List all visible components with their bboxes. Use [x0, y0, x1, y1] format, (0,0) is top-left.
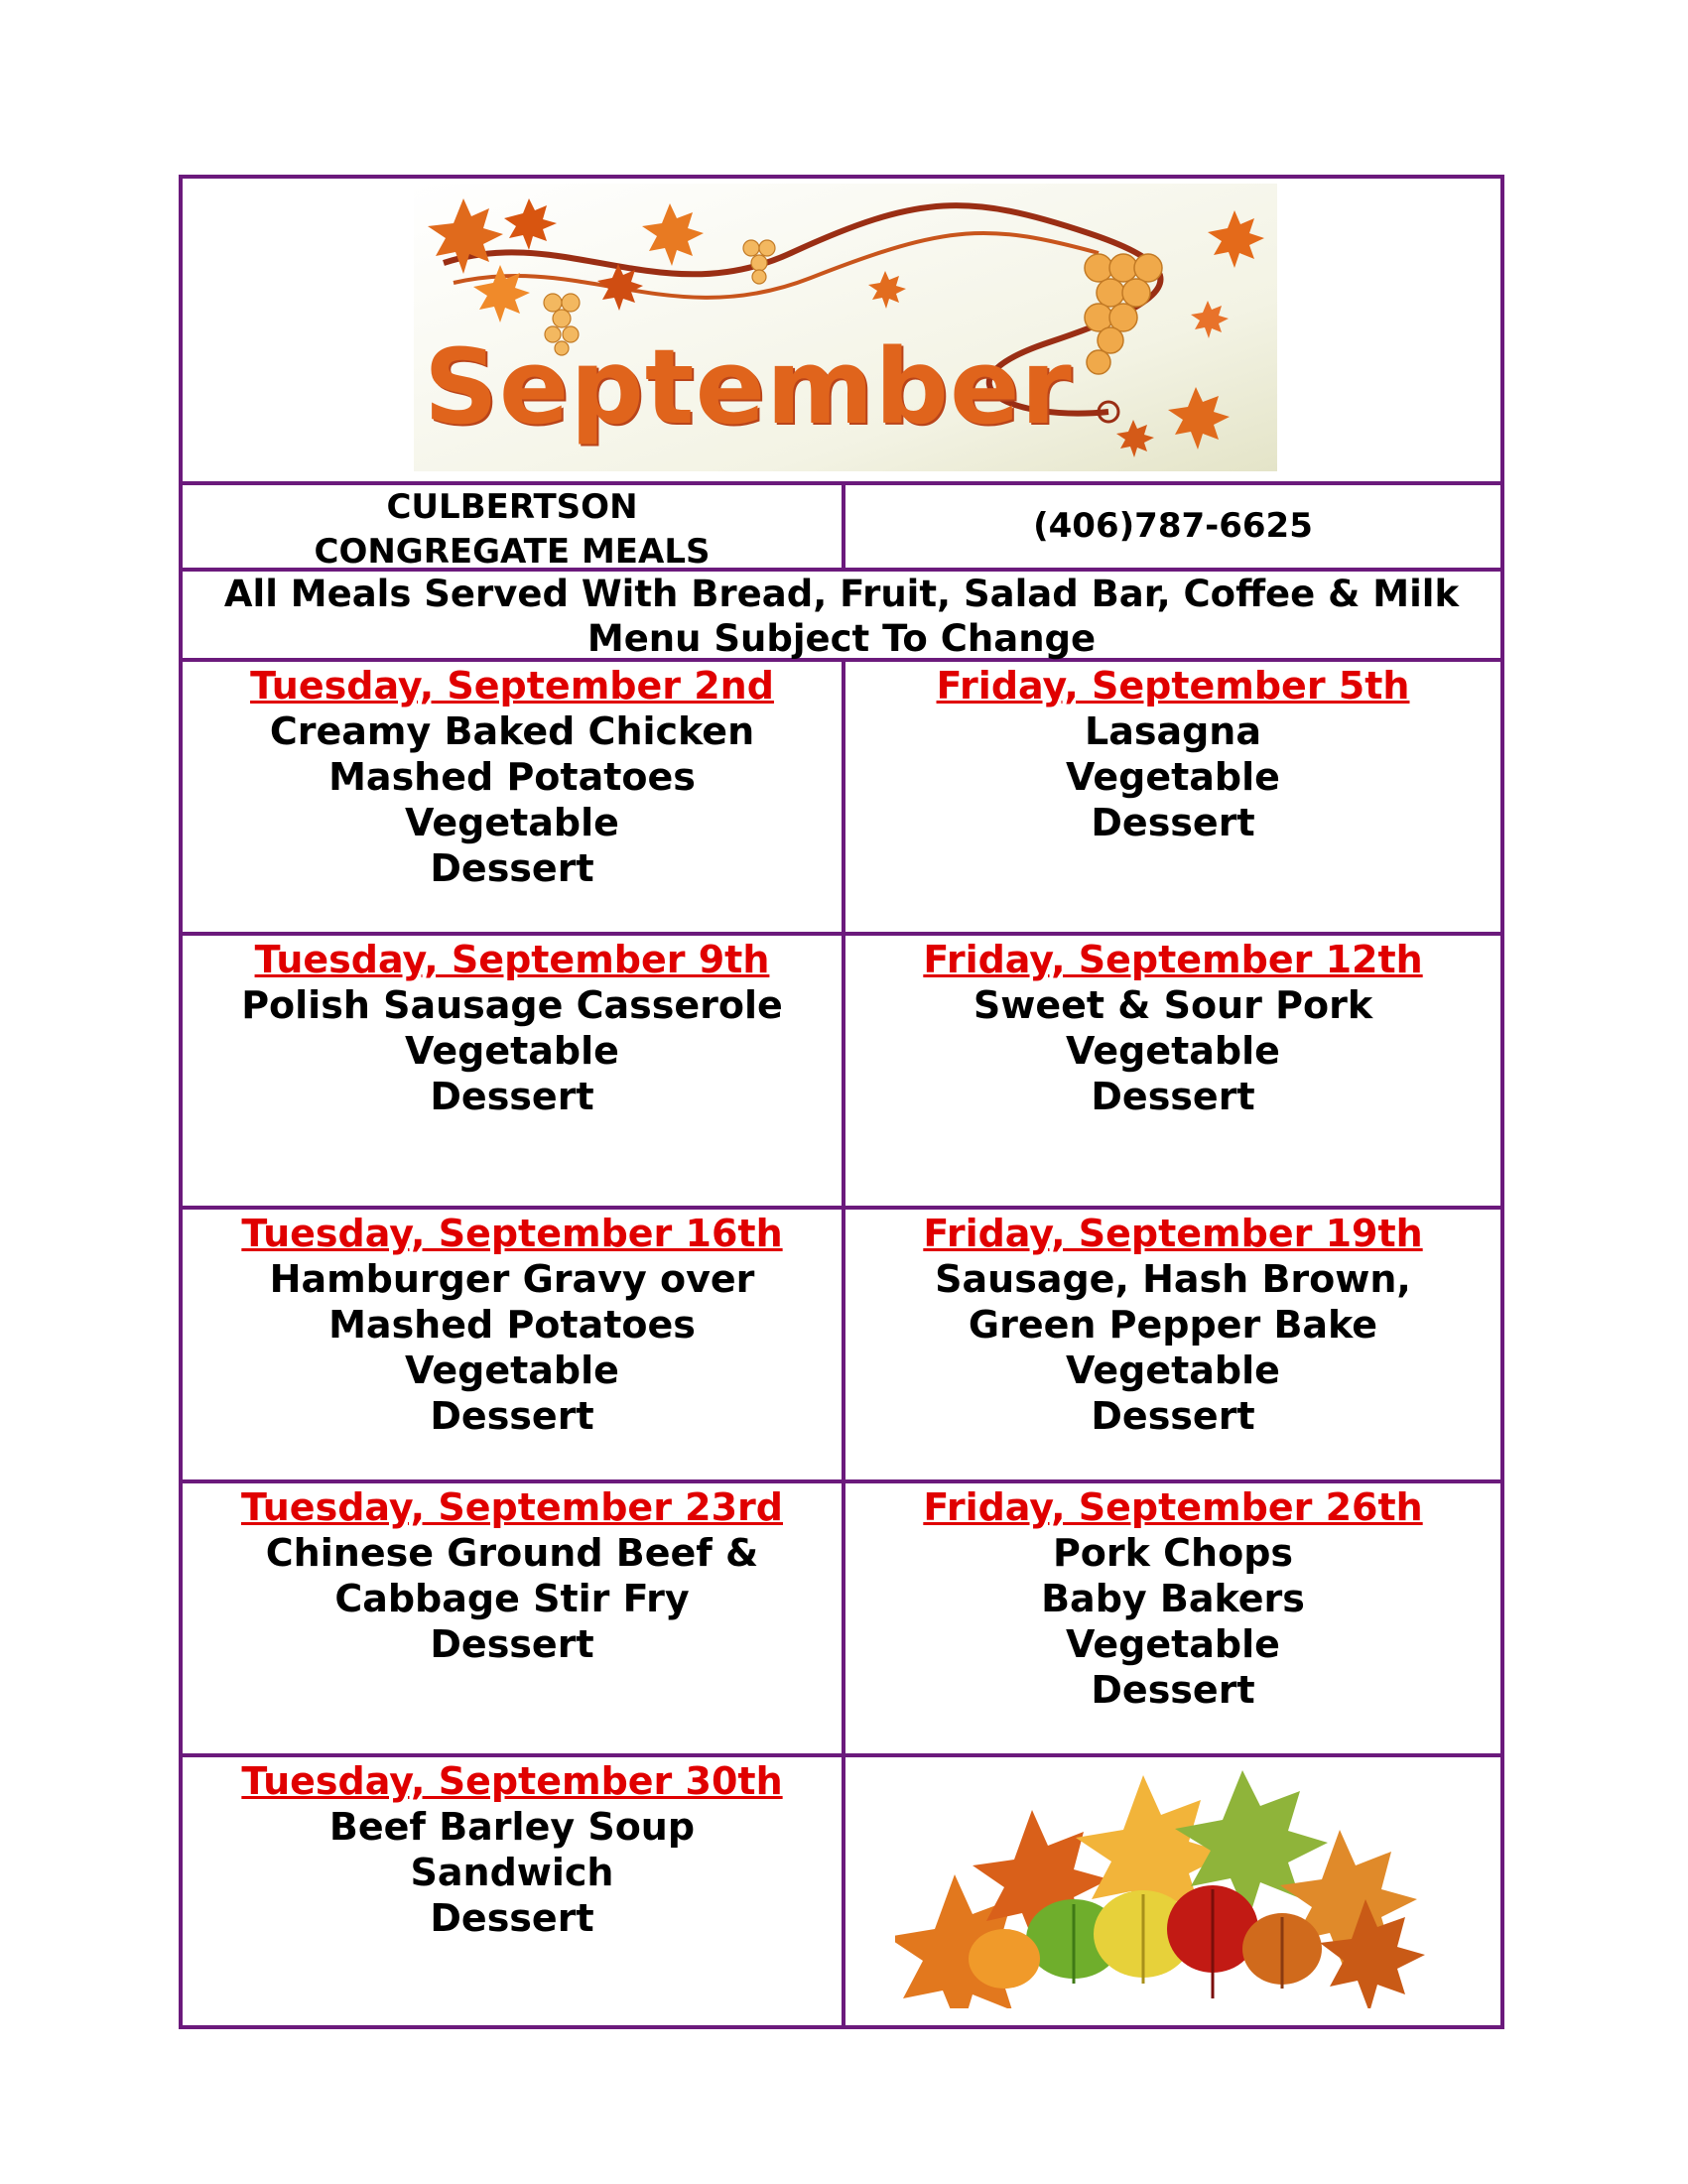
phone-number: (406)787-6625: [1033, 506, 1313, 546]
menu-item: Vegetable: [1066, 755, 1280, 799]
menu-item: Dessert: [430, 846, 594, 890]
day-heading: Tuesday, September 16th: [241, 1212, 783, 1255]
menu-item: Polish Sausage Casserole: [241, 983, 783, 1027]
menu-item: Dessert: [430, 1896, 594, 1940]
menu-item: Green Pepper Bake: [968, 1303, 1378, 1347]
org-line-2: CONGREGATE MEALS: [314, 532, 711, 572]
banner-title: September: [424, 326, 1073, 448]
day-cell-sep-26: [845, 1484, 1500, 1753]
day-heading: Tuesday, September 23rd: [241, 1485, 783, 1529]
day-heading: Friday, September 5th: [936, 664, 1410, 707]
menu-item: Dessert: [430, 1075, 594, 1118]
menu-item: Mashed Potatoes: [328, 1303, 696, 1347]
menu-item: Dessert: [1091, 1668, 1255, 1712]
menu-item: Dessert: [1091, 1394, 1255, 1438]
day-heading: Tuesday, September 30th: [241, 1759, 783, 1803]
org-line-1: CULBERTSON: [386, 487, 638, 527]
autumn-leaves-icon: [895, 1770, 1451, 2008]
day-heading: Tuesday, September 2nd: [250, 664, 774, 707]
day-cell-sep-19: [845, 1211, 1500, 1479]
menu-item: Chinese Ground Beef &: [265, 1531, 759, 1575]
menu-item: Vegetable: [1066, 1349, 1280, 1392]
menu-item: Dessert: [430, 1622, 594, 1666]
september-banner: [183, 179, 1500, 481]
menu-item: Hamburger Gravy over: [269, 1257, 755, 1301]
autumn-leaves-decoration: [845, 1758, 1500, 2029]
menu-item: Sandwich: [410, 1851, 614, 1894]
menu-item: Mashed Potatoes: [328, 755, 696, 799]
menu-item: Lasagna: [1084, 709, 1261, 753]
day-cell-sep-12: [845, 937, 1500, 1206]
day-heading: Tuesday, September 9th: [254, 938, 770, 981]
menu-item: Sausage, Hash Brown,: [935, 1257, 1411, 1301]
menu-item: Baby Bakers: [1041, 1577, 1305, 1620]
phone-cell: [845, 485, 1500, 568]
menu-item: Vegetable: [1066, 1622, 1280, 1666]
menu-item: Vegetable: [405, 801, 619, 844]
service-notice: [183, 572, 1500, 658]
menu-item: Pork Chops: [1052, 1531, 1294, 1575]
menu-item: Vegetable: [405, 1029, 619, 1073]
menu-item: Sweet & Sour Pork: [973, 983, 1373, 1027]
notice-line-1: All Meals Served With Bread, Fruit, Salad Bar, Coffee & Milk: [223, 573, 1460, 615]
menu-item: Vegetable: [405, 1349, 619, 1392]
menu-item: Dessert: [430, 1394, 594, 1438]
menu-item: Dessert: [1091, 1075, 1255, 1118]
menu-item: Vegetable: [1066, 1029, 1280, 1073]
menu-item: Dessert: [1091, 801, 1255, 844]
day-cell-sep-9: [183, 937, 842, 1206]
day-cell-sep-5: [845, 663, 1500, 932]
day-cell-sep-16: [183, 1211, 842, 1479]
day-heading: Friday, September 12th: [923, 938, 1423, 981]
day-cell-sep-30: [183, 1758, 842, 2029]
day-heading: Friday, September 26th: [923, 1485, 1423, 1529]
notice-line-2: Menu Subject To Change: [586, 617, 1097, 660]
menu-item: Creamy Baked Chicken: [269, 709, 755, 753]
menu-item: Cabbage Stir Fry: [334, 1577, 690, 1620]
org-name: [183, 485, 842, 572]
menu-item: Beef Barley Soup: [328, 1805, 696, 1849]
day-heading: Friday, September 19th: [923, 1212, 1423, 1255]
day-cell-sep-2: [183, 663, 842, 932]
day-cell-sep-23: [183, 1484, 842, 1753]
menu-table: [179, 175, 1504, 2029]
